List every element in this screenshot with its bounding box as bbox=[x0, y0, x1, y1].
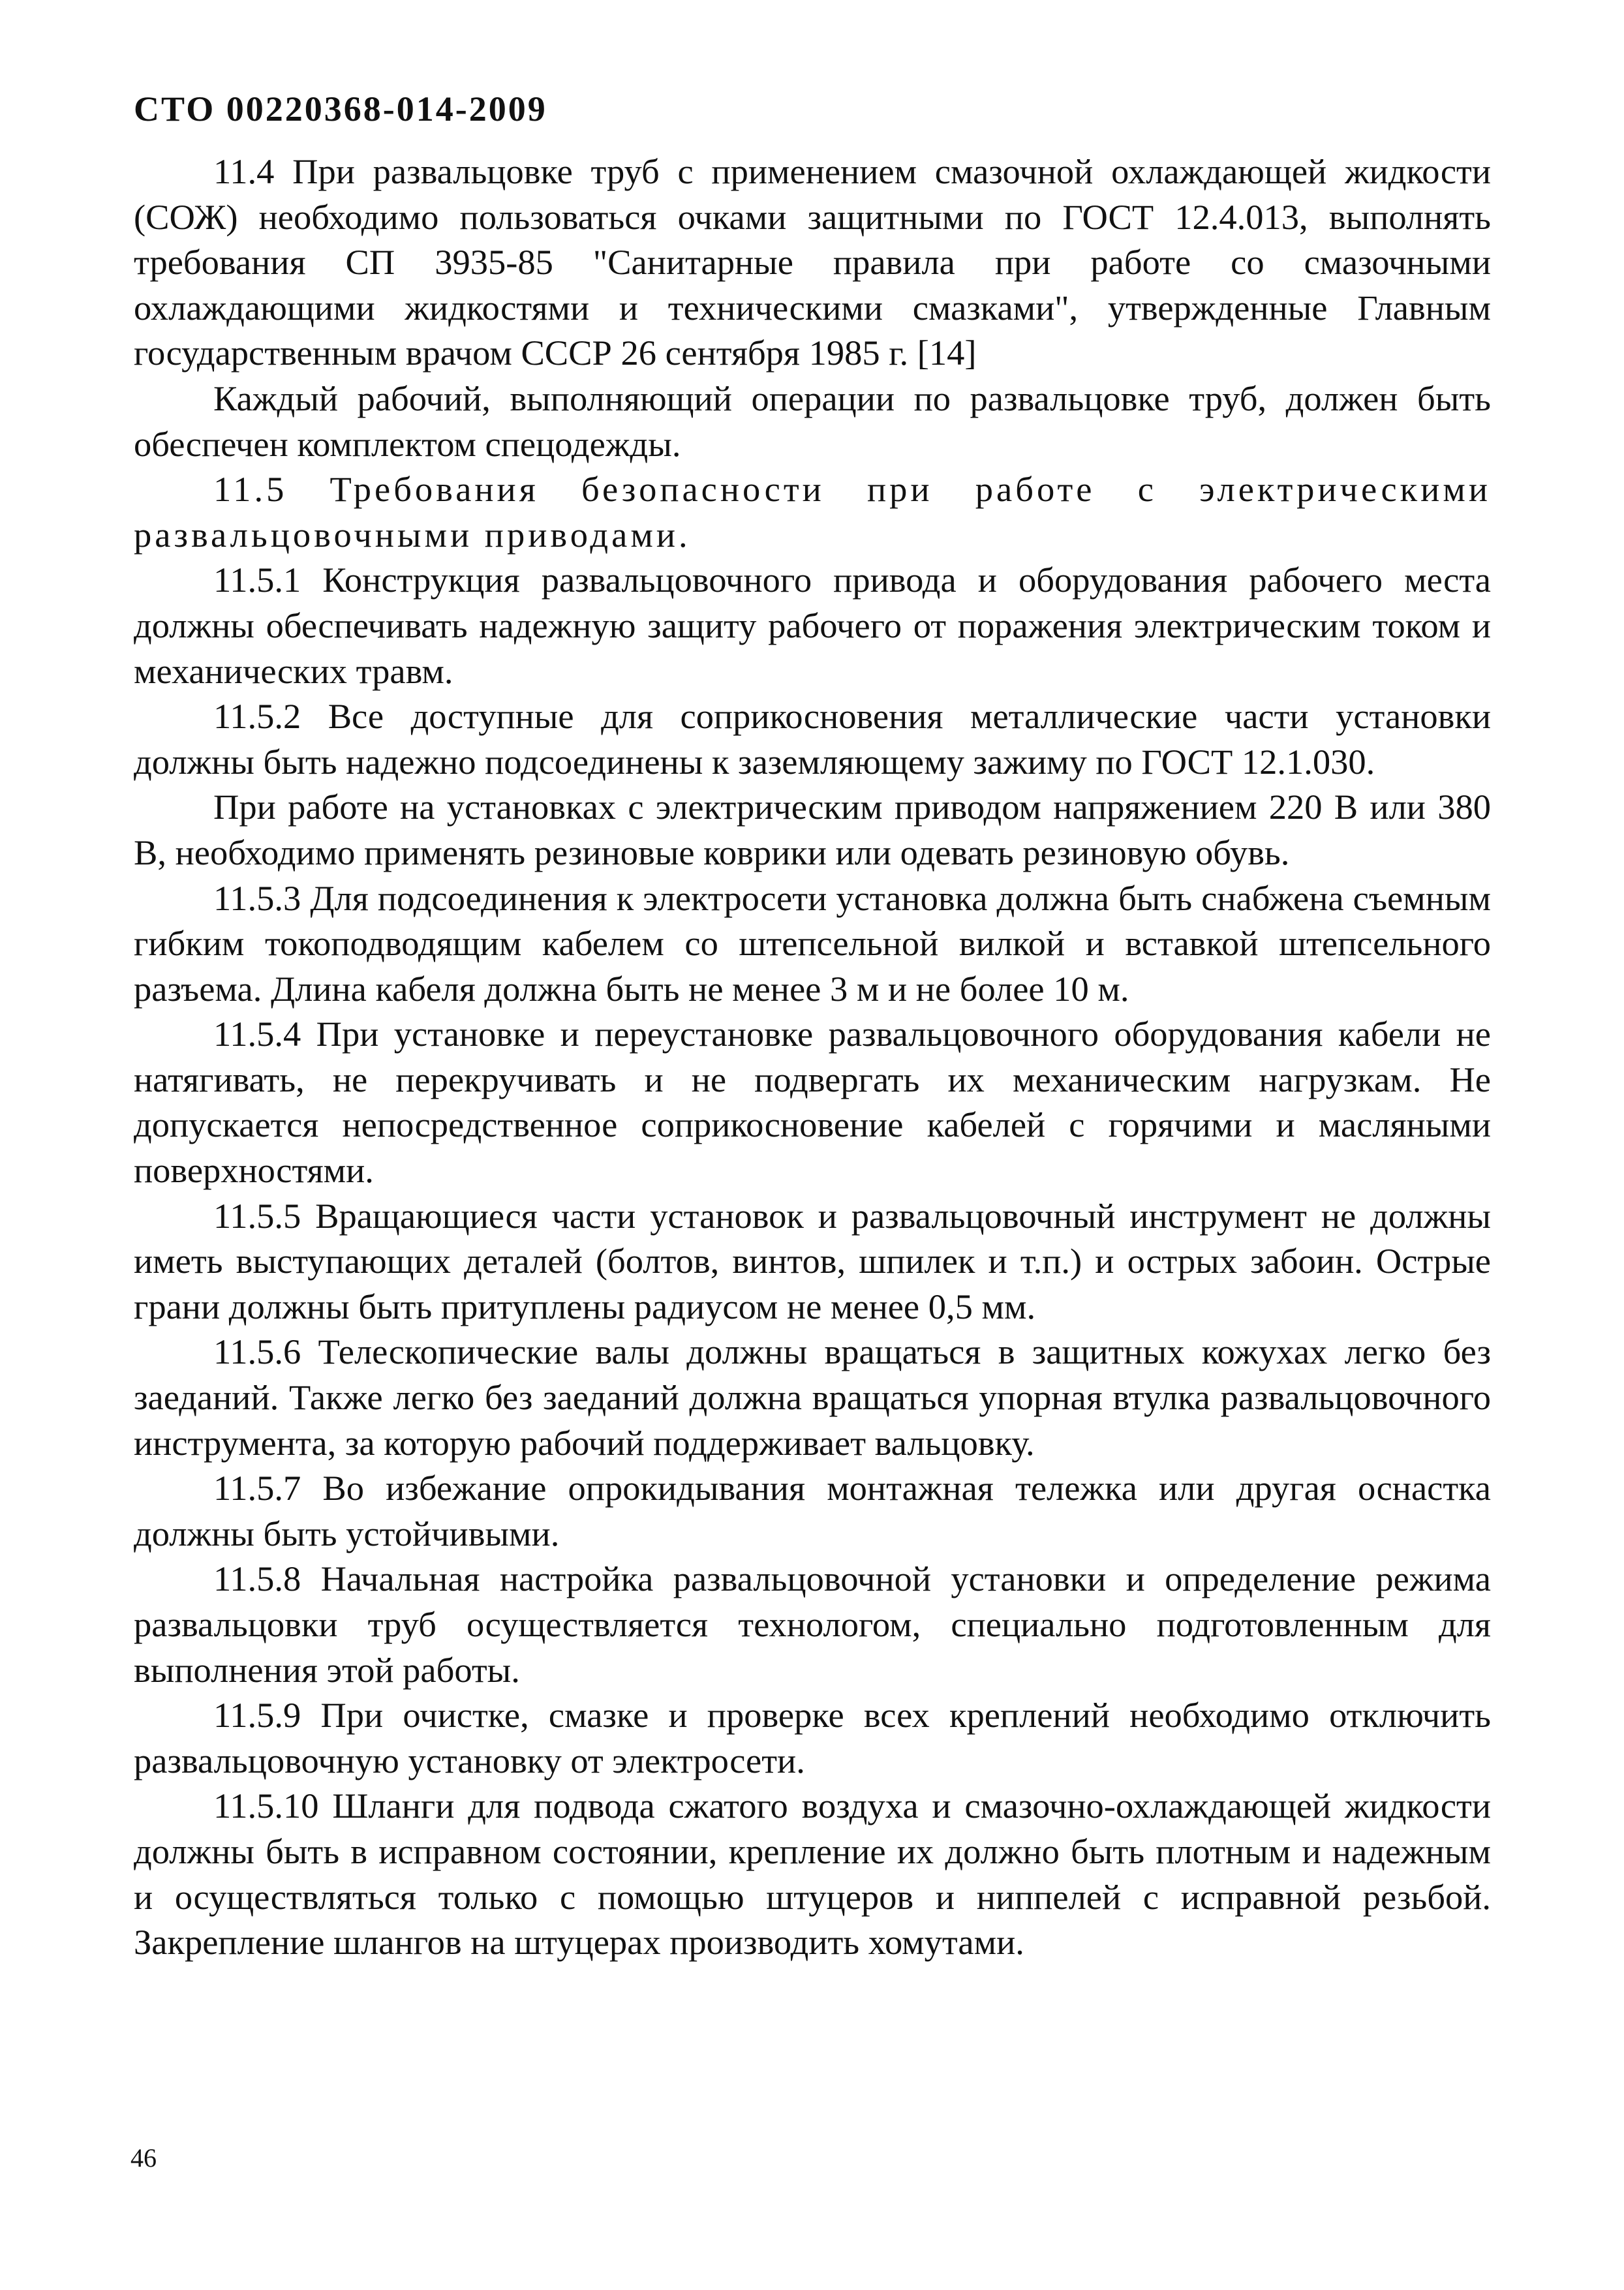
document-body bbox=[134, 149, 1491, 1965]
paragraph-11-5-7: 11.5.7 Во избежание опрокидывания монтажная тележка или другая оснастка должны быть устойчивыми. bbox=[134, 1468, 1491, 1553]
paragraph-11-5-10: 11.5.10 Шланги для подвода сжатого воздуха и смазочно-охлаждающей жидкости должны быть в исправном состоянии, крепление их должно быть плотным и надежным и осуществляться только с помощью штуцеров и ниппелей с исправной резьбой. Закрепление шлангов на штуцерах производить хомутами. bbox=[134, 1786, 1491, 1962]
paragraph-11-5-9: 11.5.9 При очистке, смазке и проверке всех креплений необходимо отключить развальцовочную установку от электросети. bbox=[134, 1695, 1491, 1780]
paragraph-11-5-3: 11.5.3 Для подсоединения к электросети установка должна быть снабжена съемным гибким токоподводящим кабелем со штепсельной вилкой и вставкой штепсельного разъема. Длина кабеля должна быть не менее 3 м и не более 10 м. bbox=[134, 878, 1491, 1009]
paragraph-11-5-heading: 11.5 Требования безопасности при работе с электрическими развальцовочными приводами. bbox=[134, 469, 1491, 555]
paragraph-11-5-8: 11.5.8 Начальная настройка развальцовочной установки и определение режима развальцовки труб осуществляется технологом, специально подготовленным для выполнения этой работы. bbox=[134, 1559, 1491, 1690]
paragraph-11-5-2: 11.5.2 Все доступные для соприкосновения металлические части установки должны быть надежно подсоединены к заземляющему зажиму по ГОСТ 12.1.030. bbox=[134, 696, 1491, 782]
paragraph-voltage: При работе на установках с электрическим приводом напряжением 220 В или 380 В, необходимо применять резиновые коврики или одевать резиновую обувь. bbox=[134, 787, 1491, 872]
document-header: СТО 00220368-014-2009 bbox=[134, 89, 547, 129]
page-number: 46 bbox=[130, 2143, 157, 2173]
paragraph-11-5-5: 11.5.5 Вращающиеся части установок и развальцовочный инструмент не должны иметь выступающих деталей (болтов, винтов, шпилек и т.п.) и острых забоин. Острые грани должны быть притуплены радиусом не менее 0,5 мм. bbox=[134, 1195, 1491, 1326]
paragraph-11-5-4: 11.5.4 При установке и переустановке развальцовочного оборудования кабели не натягивать, не перекручивать и не подвергать их механическим нагрузкам. Не допускается непосредственное соприкосновение кабелей с горячими и масляными поверхностями. bbox=[134, 1014, 1491, 1191]
paragraph-11-5-1: 11.5.1 Конструкция развальцовочного привода и оборудования рабочего места должны обеспечивать надежную защиту рабочего от поражения электрическим током и механических травм. bbox=[134, 560, 1491, 691]
paragraph-11-5-6: 11.5.6 Телескопические валы должны вращаться в защитных кожухах легко без заеданий. Также легко без заеданий должна вращаться упорная втулка развальцовочного инструмента, за которую рабочий поддерживает вальцовку. bbox=[134, 1332, 1491, 1463]
paragraph-workwear: Каждый рабочий, выполняющий операции по развальцовке труб, должен быть обеспечен комплектом спецодежды. bbox=[134, 378, 1491, 464]
paragraph-11-4: 11.4 При развальцовке труб с применением смазочной охлаждающей жидкости (СОЖ) необходимо пользоваться очками защитными по ГОСТ 12.4.013, выполнять требования СП 3935-85 "Санитарные правила при работе со смазочными охлаждающими жидкостями и техническими смазками", утвержденные Главным государственным врачом СССР 26 сентября 1985 г. [14] bbox=[134, 151, 1491, 373]
